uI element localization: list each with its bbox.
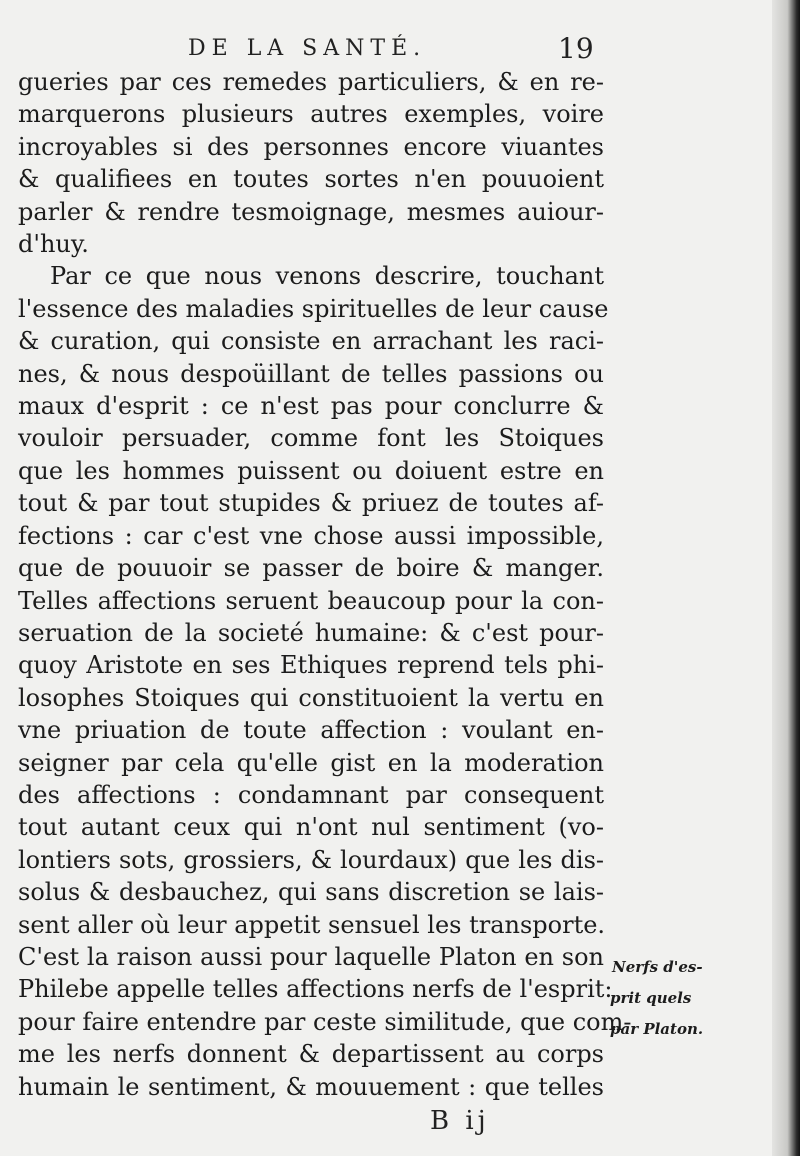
text-line: nes, & nous despoüillant de telles passions ou: [18, 359, 604, 388]
text-line: sent aller où leur appetit sensuel les transporte.: [18, 910, 606, 939]
text-line: me les nerfs donnent & departissent au corps: [18, 1040, 604, 1069]
margin-note-line: prit quels: [610, 989, 692, 1007]
text-line: tout autant ceux qui n'ont nul sentiment (vo-: [18, 813, 604, 842]
text-line: vouloir persuader, comme font les Stoiques: [18, 424, 604, 453]
text-line: maux d'esprit : ce n'est pas pour conclurre &: [18, 392, 604, 421]
text-line: solus & desbauchez, qui sans discretion se lais-: [18, 878, 604, 907]
text-line: marquerons plusieurs autres exemples, voire: [18, 100, 604, 129]
text-line: vne priuation de toute affection : voulant en-: [18, 716, 604, 745]
running-title: DE LA SANTÉ.: [188, 36, 427, 61]
page-edge-shadow: [772, 0, 800, 1156]
margin-note-line: par Platon.: [610, 1020, 704, 1038]
margin-note: [610, 952, 740, 1045]
text-line: tout & par tout stupides & priuez de toutes af-: [18, 489, 604, 518]
text-line: Philebe appelle telles affections nerfs de l'esprit:: [18, 975, 613, 1004]
text-line: lontiers sots, grossiers, & lourdaux) que les dis-: [18, 845, 604, 874]
text-line: que les hommes puissent ou doiuent estre en: [18, 456, 604, 485]
text-line: quoy Aristote en ses Ethiques reprend tels phi-: [18, 651, 604, 680]
text-line: que de pouuoir se passer de boire & manger.: [18, 554, 604, 583]
text-line: d'huy.: [18, 230, 89, 259]
body-text: [18, 66, 632, 1103]
text-line: & curation, qui consiste en arrachant les raci-: [18, 327, 604, 356]
text-line: C'est la raison aussi pour laquelle Platon en son: [18, 942, 604, 971]
text-line: Telles affections seruent beaucoup pour la con-: [18, 586, 604, 615]
text-line: seruation de la societé humaine: & c'est pour-: [18, 618, 604, 647]
text-line: parler & rendre tesmoignage, mesmes auiour-: [18, 197, 604, 226]
text-line: humain le sentiment, & mouuement : que telles: [18, 1072, 604, 1101]
margin-note-line: Nerfs d'es-: [612, 958, 703, 976]
text-line: incroyables si des personnes encore viuantes: [18, 132, 604, 161]
paragraph-first-line: Par ce que nous venons descrire, touchant: [50, 262, 604, 291]
text-line: l'essence des maladies spirituelles de leur cause: [18, 294, 609, 323]
page-number: 19: [558, 32, 594, 65]
page-header: [0, 34, 800, 68]
signature-mark: B ij: [430, 1106, 490, 1136]
text-line: gueries par ces remedes particuliers, & en re-: [18, 68, 604, 96]
text-line: des affections : condamnant par consequent: [18, 780, 604, 809]
text-line: pour faire entendre par ceste similitude, que com-: [18, 1007, 632, 1036]
text-line: losophes Stoiques qui constituoient la vertu en: [18, 683, 604, 712]
text-line: seigner par cela qu'elle gist en la moderation: [18, 748, 604, 777]
text-line: fections : car c'est vne chose aussi impossible,: [18, 521, 604, 550]
text-line: & qualifiees en toutes sortes n'en pouuoient: [18, 165, 604, 194]
